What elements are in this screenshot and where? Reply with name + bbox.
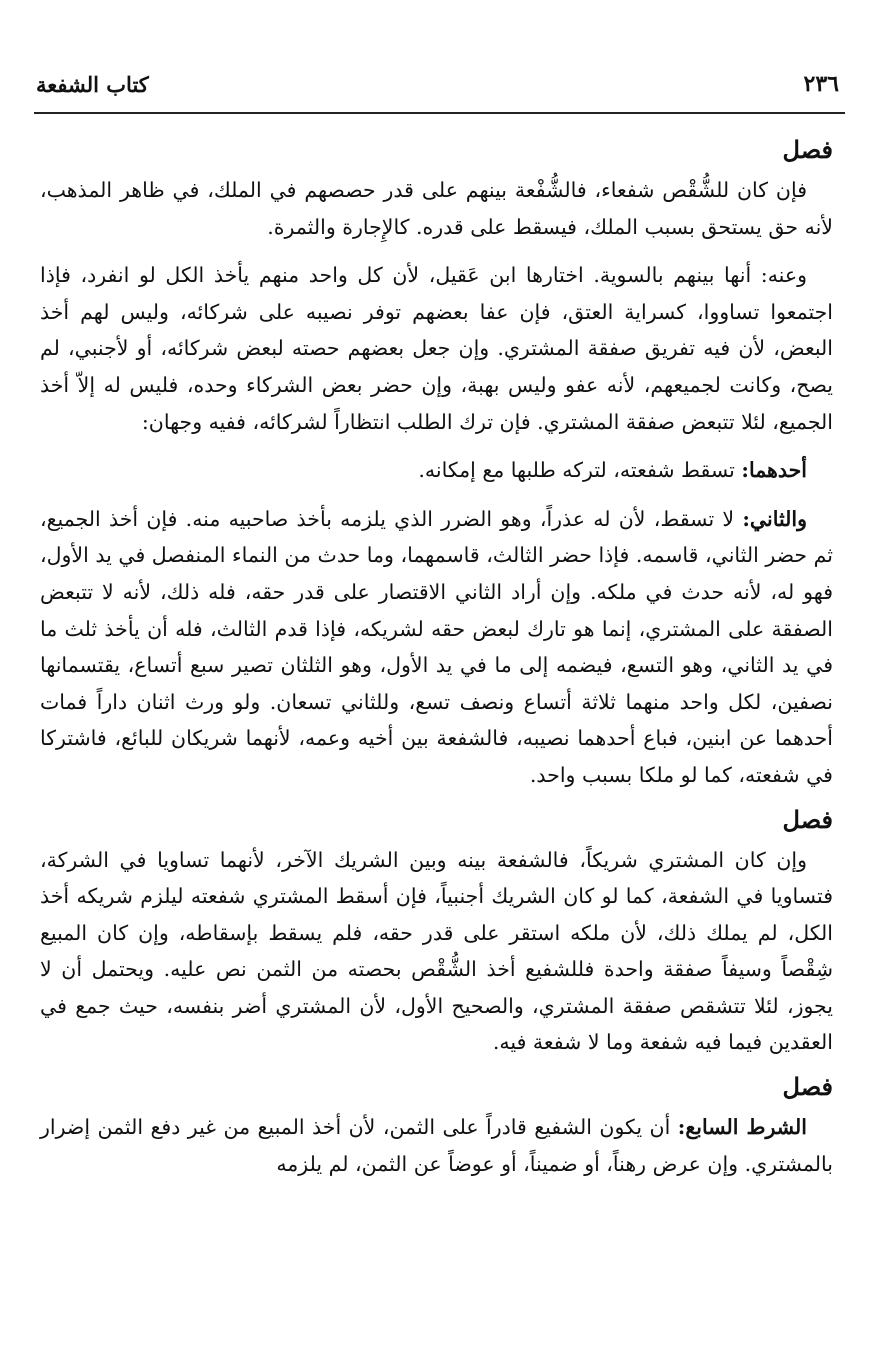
paragraph-lead: أحدهما:: [741, 458, 807, 483]
paragraph-lead: والثاني:: [742, 506, 807, 531]
paragraph-text: تسقط شفعته، لتركه طلبها مع إمكانه.: [418, 458, 735, 483]
section-title-3: فصل: [782, 1072, 833, 1102]
paragraph-text: أن يكون الشفيع قادراً على الثمن، لأن أخذ المبيع من غير دفع الثمن إضرار بالمشتري. وإن عرض رهناً، أو ضميناً، أو عوضاً عن الثمن، لم يلزمه: [40, 1115, 833, 1176]
section-title-2: فصل: [782, 804, 833, 834]
paragraph-text: فإن كان للشُّقْص شفعاء، فالشُّفْعة بينهم على قدر حصصهم في الملك، في ظاهر المذهب، لأنه حق يستحق بسبب الملك، فيسقط على قدره. كالإِجارة والثمرة.: [40, 178, 833, 239]
paragraph-text: لا تسقط، لأن له عذراً، وهو الضرر الذي يلزمه بأخذ صاحبيه منه. فإن أخذ الجميع، ثم حضر الثاني، قاسمه. فإذا حضر الثالث، قاسمهما، وما حدث من النماء المنفصل في يد الأول، فهو له، لأنه حدث في ملكه. وإن أراد الثاني الاقتصار على قدر حقه، فله ذلك، لأنه لا تتبعض الصفقة على المشتري، إنما هو تارك لبعض حقه لشريكه، فإذا قدم الثالث، فله أن يأخذ ثلث ما في يد الثاني، وهو التسع، فيضمه إلى ما في يد الأول، وهو الثلثان تصير سبع أتساع، يقتسمانها نصفين، لكل واحد منهما ثلاثة أتساع ونصف تسع، وللثاني تسعان. ولو ورث اثنان داراً فمات أحدهما عن ابنين، فباع أحدهما نصيبه، فالشفعة بين أخيه وعمه، لأنهما شريكان للبائع، فاشتركا في شفعته، كما لو ملكا بسبب واحد.: [40, 506, 833, 787]
paragraph-text: وإن كان المشتري شريكاً، فالشفعة بينه وبين الشريك الآخر، لأنهما تساويا في الشركة، فتساويا في الشفعة، كما لو كان الشريك أجنبياً، فإن أسقط المشتري شفعته ليلزم شريكه أخذ الكل، لم يملك ذلك، لأن ملكه استقر على قدر حقه، فلم يسقط بإسقاطه، وإن كان المبيع شِقْصاً وسيفاً صفقة واحدة فللشفيع أخذ الشُّقْص بحصته من الثمن نص عليه. ويحتمل أن لا يجوز، لئلا تتشقص صفقة المشتري، والصحيح الأول، لأن المشتري أضر بنفسه، حيث جمع في العقدين فيما فيه شفعة وما لا شفعة فيه.: [40, 847, 833, 1055]
paragraph-1-4: [40, 501, 833, 794]
running-head: [36, 64, 839, 104]
paragraph-text: وعنه: أنها بينهم بالسوية. اختارها ابن عَقيل، لأن كل واحد منهم يأخذ الكل لو انفرد، فإذا اجتمعوا تساووا، كسراية العتق، فإن عفا بعضهم توفر نصيبه على شركائه، وليس لهم أخذ البعض، لأن فيه تفريق صفقة المشتري. وإن جعل بعضهم حصته لبعض شركائه، أو لأجنبي، لم يصح، وكانت لجميعهم، لأنه عفو وليس بهبة، وإن حضر بعض الشركاء وحده، فليس له إلاّ أخذ الجميع، لئلا تتبعض صفقة المشتري. فإن ترك الطلب انتظاراً لشركائه، ففيه وجهان:: [40, 263, 833, 434]
paragraph-1-3: [40, 452, 833, 489]
page-number: ٢٣٦: [803, 71, 839, 97]
paragraph-3-1: [40, 1109, 833, 1182]
page-body: [40, 126, 833, 1194]
header-rule: [34, 112, 845, 114]
paragraph-1-1: [40, 172, 833, 245]
section-title-1: فصل: [782, 135, 833, 164]
paragraph-lead: الشرط السابع:: [677, 1115, 807, 1140]
paragraph-2-1: [40, 842, 833, 1062]
book-title: كتاب الشفعة: [36, 71, 149, 97]
paragraph-1-2: [40, 257, 833, 440]
